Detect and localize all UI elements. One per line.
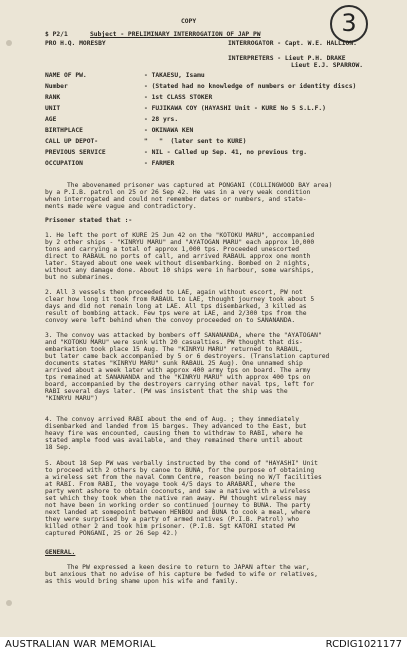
page-number-circle: [330, 5, 368, 43]
subject-line: Subject - PRELIMINARY INTERROGATION OF JAP PW: [90, 31, 261, 38]
text-line: and "KOTOKU MARU" were sunk with 20 casualties. PW thought that dis-: [45, 339, 303, 346]
text-line: 1. He left the port of KURE 25 Jun 42 on the "KOTOKU MARU", accompanied: [45, 232, 315, 239]
page-number: 3: [341, 9, 357, 37]
field-value: - (Stated had no knowledge of numbers or identity discs): [144, 83, 357, 90]
stated-heading: Prisoner stated that :-: [45, 217, 133, 224]
archive-id: RCDIG1021177: [325, 639, 402, 650]
interrogator: INTERROGATOR - Capt. W.E. HALLION.: [228, 40, 357, 47]
field-label: CALL UP DEPOT-: [45, 138, 99, 145]
field-label: Number: [45, 83, 68, 90]
field-value: - 1st CLASS STOKER: [144, 94, 213, 101]
field-label: NAME OF PW.: [45, 72, 87, 79]
text-line: RABI several days later. (PW was insistent that the ship was the: [45, 388, 288, 395]
text-line: 3. The convoy was attacked by bombers off SANANANDA, where the "AYATOGAN": [45, 332, 322, 339]
text-line: clear how long it took from RABAUL to LAE, thought journey took about 5: [45, 296, 315, 303]
text-line: captured PONGANI, 25 or 26 Sep 42.): [45, 530, 178, 537]
interpreter-2: Lieut E.J. SPARROW.: [291, 62, 364, 69]
interpreters: INTERPRETERS - Lieut P.H. DRAKE: [228, 55, 346, 62]
archive-name: AUSTRALIAN WAR MEMORIAL: [5, 639, 156, 650]
text-line: but anxious that no advise of his capture be fwded to wife or relatives,: [45, 571, 318, 578]
text-line: by a P.I.B. patrol on 25 or 26 Sep 42. He was in a very weak condition: [45, 189, 311, 196]
field-value: - NIL - Called up Sep. 41, no previous trg.: [144, 149, 308, 156]
field-label: OCCUPATION: [45, 160, 83, 167]
field-value: - OKINAWA KEN: [144, 127, 194, 134]
text-line: result of bombing attack. Few tps were at LAE, and 2/300 tps from the: [45, 310, 307, 317]
field-value: - TAKAESU, Isamu: [144, 72, 205, 79]
text-line: tps remained at SANANANDA and the "KINRYU MARU" with approx 400 tps on: [45, 374, 311, 381]
location: PRO H.Q. MORESBY: [45, 40, 106, 47]
field-value: - FUJIKAWA COY (HAYASHI Unit - KURE No 5 S.L.F.): [144, 105, 326, 112]
copy-label: COPY: [181, 18, 197, 25]
text-line: The abovenamed prisoner was captured at PONGANI (COLLINGWOOD BAY area): [67, 182, 333, 189]
text-line: board, accompanied by the destroyers carrying other naval tps, left for: [45, 381, 315, 388]
text-line: they were surprised by a party of armed natives (P.I.B. Patrol) who: [45, 516, 300, 523]
field-label: RANK: [45, 94, 61, 101]
text-line: by 2 other ships - "KINRYU MARU" and "AYATOGAN MARU" each approx 10,000: [45, 239, 315, 246]
file-reference: $ P2/1: [45, 31, 68, 38]
text-line: without any damage done. About 10 ships were in harbour, some warships,: [45, 267, 315, 274]
field-label: BIRTHPLACE: [45, 127, 83, 134]
punch-hole: [6, 40, 12, 46]
text-line: heavy fire was encounted, causing them to withdraw to RABI, where he: [45, 430, 303, 437]
text-line: arrived about a week later with approx 400 army tps on board. The army: [45, 367, 311, 374]
text-line: later. Stayed about one week without disembarking. Bombed on 2 nights,: [45, 260, 311, 267]
text-line: but no submarines.: [45, 274, 114, 281]
text-line: when interrogated and could not remember dates or numbers, and state-: [45, 196, 307, 203]
text-line: 5. About 18 Sep PW was verbally instructed by the comd of "HAYASHI" Unit: [45, 460, 318, 467]
text-line: 4. The convoy arrived RABI about the end of Aug. ; they immediately: [45, 416, 300, 423]
text-line: convoy were left behind when the convoy proceeded on to SANANANDA.: [45, 317, 296, 324]
text-line: killed other 2 and took him prisoner. (P.I.B. Sgt KATORI stated PW: [45, 523, 296, 530]
field-value: - 28 yrs.: [144, 116, 179, 123]
text-line: but later came back accompanied by 5 or 6 destroyers. (Translation captured: [45, 353, 330, 360]
text-line: set which they took when the native ran away. PW thought wireless may: [45, 495, 307, 502]
text-line: documents states "KINRYU MARU" sunk RABAUL 25 Aug). One unnamed ship: [45, 360, 303, 367]
field-label: PREVIOUS SERVICE: [45, 149, 106, 156]
general-heading: GENERAL.: [45, 549, 76, 556]
text-line: next landed at somepoint between HENBOU and BUNA to cook a meal, where: [45, 509, 311, 516]
text-line: a wireless set from the naval Comm Centre, reason being no W/T facilities: [45, 474, 322, 481]
text-line: 18 Sep.: [45, 444, 72, 451]
text-line: embarkation took place 15 Aug. The "KINRYU MARU" returned to RABAUL,: [45, 346, 303, 353]
field-value: " " (later sent to KURE): [144, 138, 247, 145]
field-label: AGE: [45, 116, 57, 123]
text-line: days and did not remain long at LAE. All tps disembarked, 3 killed as: [45, 303, 307, 310]
punch-hole: [6, 600, 12, 606]
text-line: disembarked and landed from 15 barges. They advanced to the East, but: [45, 423, 307, 430]
text-line: stated ample food was available, and they remained there until about: [45, 437, 303, 444]
text-line: "KINRYU MARU"): [45, 395, 99, 402]
text-line: The PW expressed a keen desire to return to JAPAN after the war,: [67, 564, 310, 571]
text-line: as this would bring shame upon his wife and family.: [45, 578, 239, 585]
text-line: to proceed with 2 others by canoe to BUNA, for the purpose of obtaining: [45, 467, 315, 474]
text-line: at RABI. From RABI, the voyage took 4/5 days to ARABARI, where the: [45, 481, 296, 488]
text-line: direct to RABAUL no ports of call, and arrived RABAUL approx one month: [45, 253, 311, 260]
archive-footer: [0, 637, 407, 654]
field-value: - FARMER: [144, 160, 175, 167]
field-label: UNIT: [45, 105, 61, 112]
text-line: tons and carrying a total of approx 1,000 tps. Proceeded unescorted: [45, 246, 300, 253]
text-line: party went ashore to obtain coconuts, and saw a native with a wireless: [45, 488, 311, 495]
text-line: not have been in working order so continued journey to BUNA. The party: [45, 502, 311, 509]
text-line: 2. All 3 vessels then proceeded to LAE, again without escort, PW not: [45, 289, 303, 296]
text-line: ments made were vague and contradictory.: [45, 203, 197, 210]
